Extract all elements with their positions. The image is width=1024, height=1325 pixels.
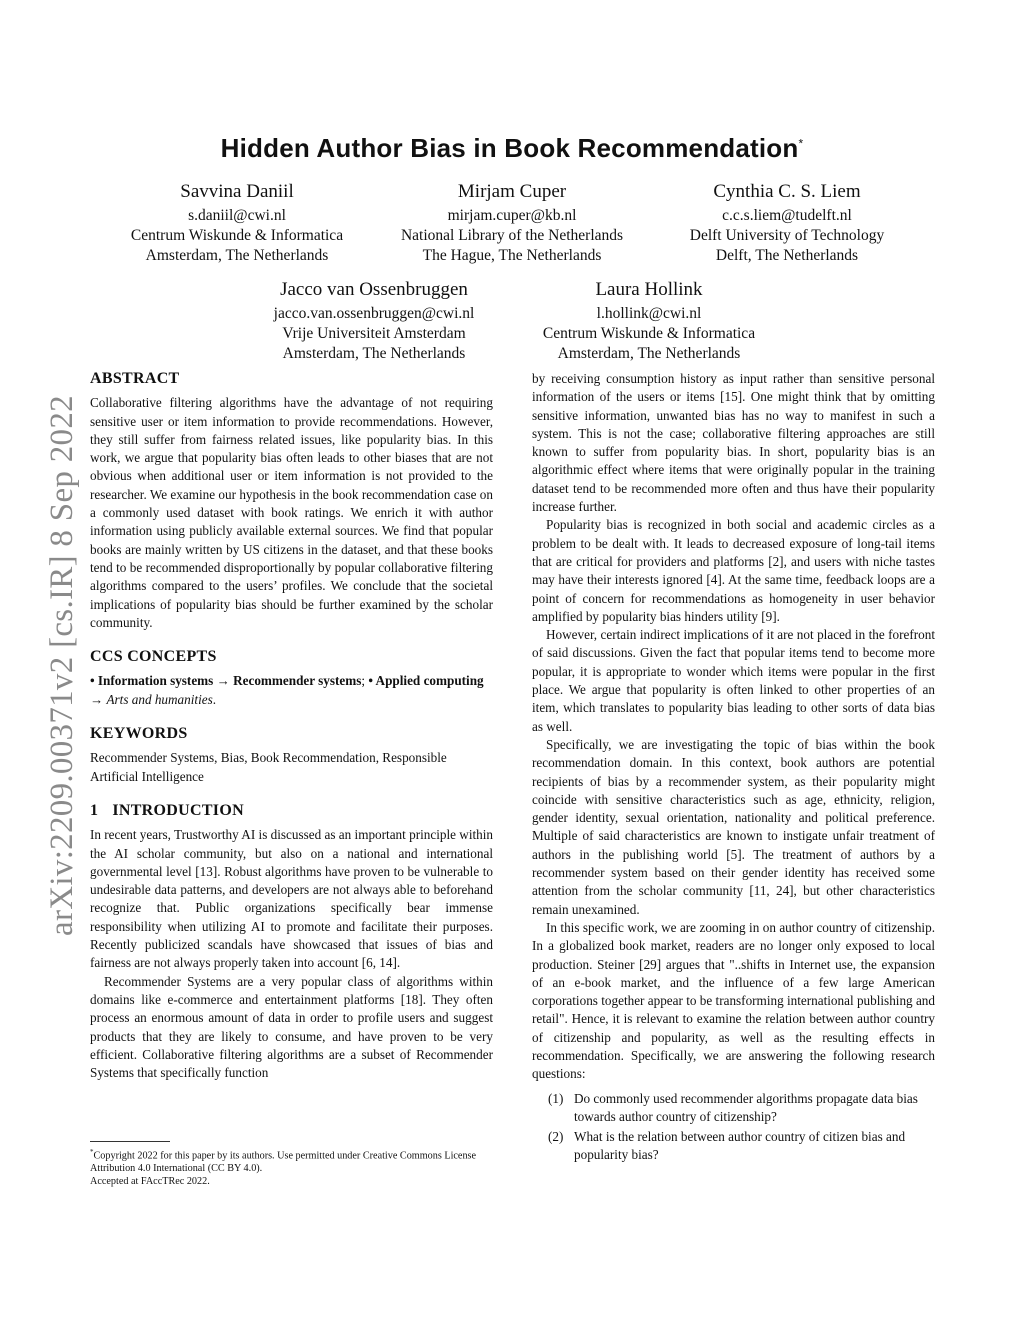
author-affiliation: Centrum Wiskunde & Informatica bbox=[130, 227, 344, 244]
footnote-mark: * bbox=[90, 1148, 94, 1156]
author-location: Amsterdam, The Netherlands bbox=[145, 247, 329, 264]
intro-paragraph: However, certain indirect implications of it are not placed in the forefront of said discussions. Given the fact that popular items tend to become more popular, it is appropriate to wonder which items were popular in the first place. We argue that popularity is often linked to other properties of an item, which translates to popularity bias leading to other sorts of data bias as well. bbox=[532, 627, 935, 734]
ccs-sep: ; bbox=[361, 673, 369, 689]
author-email[interactable]: jacco.van.ossenbruggen@cwi.nl bbox=[273, 305, 475, 322]
author-email[interactable]: c.c.s.liem@tudelft.nl bbox=[722, 207, 852, 224]
intro-paragraph: In this specific work, we are zooming in on author country of citizenship. In a globalized book market, readers are no longer only exposed to local production. Steiner [29] argues that "..shifts in Internet use, the expansion of an e-book market, and the influence of a few large American corporations together appear to be transforming international publishing and retail". Hence, it is relevant to examine the relation between author country of citizenship and popularity, as well as the resulting effects in recommendation. Specifically, we are answering the following research questions: bbox=[532, 919, 935, 1082]
abstract-text: Collaborative filtering algorithms have the advantage of not requiring sensitive user or item information to provide recommendations. However, they still suffer from fairness related issues, like popularity bias. In this work, we argue that popularity bias often leads to other biases that are not obvious when additional user or item information is not provided to the researcher. We examine our hypothesis in the book recommendation case on a commonly used dataset with book ratings. We enrich it with author information using publicly available external sources. We find that popular books are mainly written by US citizens in the dataset, and that these books tend to be recommended disproportionally by popular collaborative filtering algorithms compared to the users’ profiles. We conclude that the societal implications of popularity bias should be further examined by the scholar community. bbox=[90, 395, 493, 630]
ccs-part: • Information systems bbox=[90, 673, 214, 689]
author-location: Amsterdam, The Netherlands bbox=[557, 345, 741, 362]
ccs-end: . bbox=[212, 691, 217, 707]
author-affiliation: National Library of the Netherlands bbox=[400, 227, 624, 244]
keywords-heading: KEYWORDS bbox=[90, 725, 188, 743]
author-email[interactable]: s.daniil@cwi.nl bbox=[188, 207, 286, 224]
intro-paragraph: Recommender Systems are a very popular class of algorithms within domains like e-commerce and entertainment platforms [18]. They often process an enormous amount of data in order to profile users and suggest products that they are likely to consume, and have proven to be very efficient. Collaborative filtering algorithms are a subset of Recommender Systems that specifically function bbox=[90, 973, 493, 1081]
footnote-line: Accepted at FAccTRec 2022. bbox=[90, 1176, 210, 1188]
keywords-text: Recommender Systems, Bias, Book Recommendation, Responsible Artificial Intelligence bbox=[90, 750, 447, 784]
research-questions bbox=[532, 1090, 935, 1165]
ccs-part: • Applied computing bbox=[368, 673, 484, 689]
author-name: Savvina Daniil bbox=[180, 181, 294, 202]
author-block bbox=[499, 278, 799, 364]
author-email[interactable]: l.hollink@cwi.nl bbox=[596, 305, 702, 322]
ccs-concepts bbox=[90, 672, 493, 709]
author-block bbox=[224, 278, 524, 364]
author-block bbox=[637, 180, 937, 266]
footnote-copyright bbox=[90, 1146, 495, 1175]
ccs-heading: CCS CONCEPTS bbox=[90, 648, 217, 666]
author-name: Jacco van Ossenbruggen bbox=[280, 279, 468, 300]
abstract-heading: ABSTRACT bbox=[90, 370, 180, 387]
author-location: Delft, The Netherlands bbox=[715, 247, 859, 264]
footnote-rule bbox=[90, 1141, 170, 1142]
ccs-arrow: → bbox=[213, 673, 234, 689]
rq-number: (2) bbox=[548, 1129, 564, 1145]
paper-title bbox=[0, 133, 1024, 164]
intro-heading bbox=[90, 802, 493, 820]
ccs-part: Arts and humanities bbox=[106, 691, 213, 707]
list-item bbox=[532, 1128, 935, 1165]
right-column bbox=[532, 370, 935, 1167]
left-column bbox=[90, 370, 493, 1082]
rq-text: What is the relation between author country of citizen bias and popularity bias? bbox=[574, 1129, 906, 1163]
rq-text: Do commonly used recommender algorithms propagate data bias towards author country of citizenship? bbox=[574, 1090, 918, 1124]
author-affiliation: Delft University of Technology bbox=[689, 227, 885, 244]
ccs-part: Recommender systems bbox=[233, 673, 362, 689]
author-location: The Hague, The Netherlands bbox=[422, 247, 602, 264]
author-name: Laura Hollink bbox=[595, 279, 703, 300]
section-title: INTRODUCTION bbox=[112, 801, 244, 819]
author-affiliation: Vrije Universiteit Amsterdam bbox=[282, 325, 466, 342]
author-block bbox=[362, 180, 662, 266]
intro-paragraph: Specifically, we are investigating the topic of bias within the book recommendation domain. In this context, book authors are potential recipients of bias by a recommender system, as their popularity might coincide with sensitive characteristics such as age, ethnicity, religion, gender identity, sexual orientation, nationality and political preference. Multiple of said characteristics are known to instigate unfair treatment of authors in the publishing world [5]. The treatment of authors by a recommender system based on their gender identity has received some attention from the scholar community [11, 24], but other characteristics remain unexamined. bbox=[532, 736, 935, 917]
list-item bbox=[532, 1090, 935, 1127]
footnote bbox=[90, 1146, 495, 1188]
author-name: Mirjam Cuper bbox=[457, 181, 567, 202]
author-email[interactable]: mirjam.cuper@kb.nl bbox=[447, 207, 577, 224]
arxiv-stamp bbox=[42, 375, 82, 955]
author-block bbox=[87, 180, 387, 266]
title-footnote-mark: * bbox=[798, 136, 804, 151]
intro-paragraph: by receiving consumption history as input rather than sensitive personal information of the users or items [15]. One might think that by omitting sensitive information, unwanted bias has no way to manifest in such a system. This is not the case; collaborative filtering approaches are still known to suffer from popularity bias. In short, popularity bias is an algorithmic effect where items that were originally popular in the training dataset tend to be recommended more often and thus have their popularity increase further. bbox=[532, 371, 935, 515]
section-number: 1 bbox=[90, 801, 99, 819]
title-text: Hidden Author Bias in Book Recommendation bbox=[220, 133, 799, 163]
arxiv-id: arXiv:2209.00371v2 [cs.IR] 8 Sep 2022 bbox=[43, 394, 80, 936]
rq-number: (1) bbox=[548, 1090, 564, 1106]
author-affiliation: Centrum Wiskunde & Informatica bbox=[542, 325, 756, 342]
ccs-arrow: → bbox=[90, 691, 107, 707]
intro-paragraph: Popularity bias is recognized in both social and academic circles as a problem to be dealt with. It leads to decreased exposure of long-tail items that are critical for providers and platforms [2], and users with niche tastes may have their interests ignored [4]. At the same time, feedback loops are a point of concern for recommendations as homogeneity in user behavior amplified by popularity bias hinders utility [9]. bbox=[532, 517, 935, 624]
author-location: Amsterdam, The Netherlands bbox=[282, 345, 466, 362]
footnote-line: Copyright 2022 for this paper by its authors. Use permitted under Creative Commons License Attribution 4.0 International (CC BY 4.0). bbox=[90, 1150, 477, 1175]
author-name: Cynthia C. S. Liem bbox=[713, 181, 861, 202]
intro-paragraph: In recent years, Trustworthy AI is discussed as an important principle within the AI scholar community, but also on a national and international governmental level [13]. Robust algorithms have proven to be vulnerable to undesirable data patterns, and developers are not always able to beforehand recognize that. Public organizations specifically bear immense responsibility when utilizing AI to promote and facilitate their purposes. Recently publicized scandals have showcased that issues of bias and fairness are not always properly taken into account [6, 14]. bbox=[90, 827, 493, 971]
